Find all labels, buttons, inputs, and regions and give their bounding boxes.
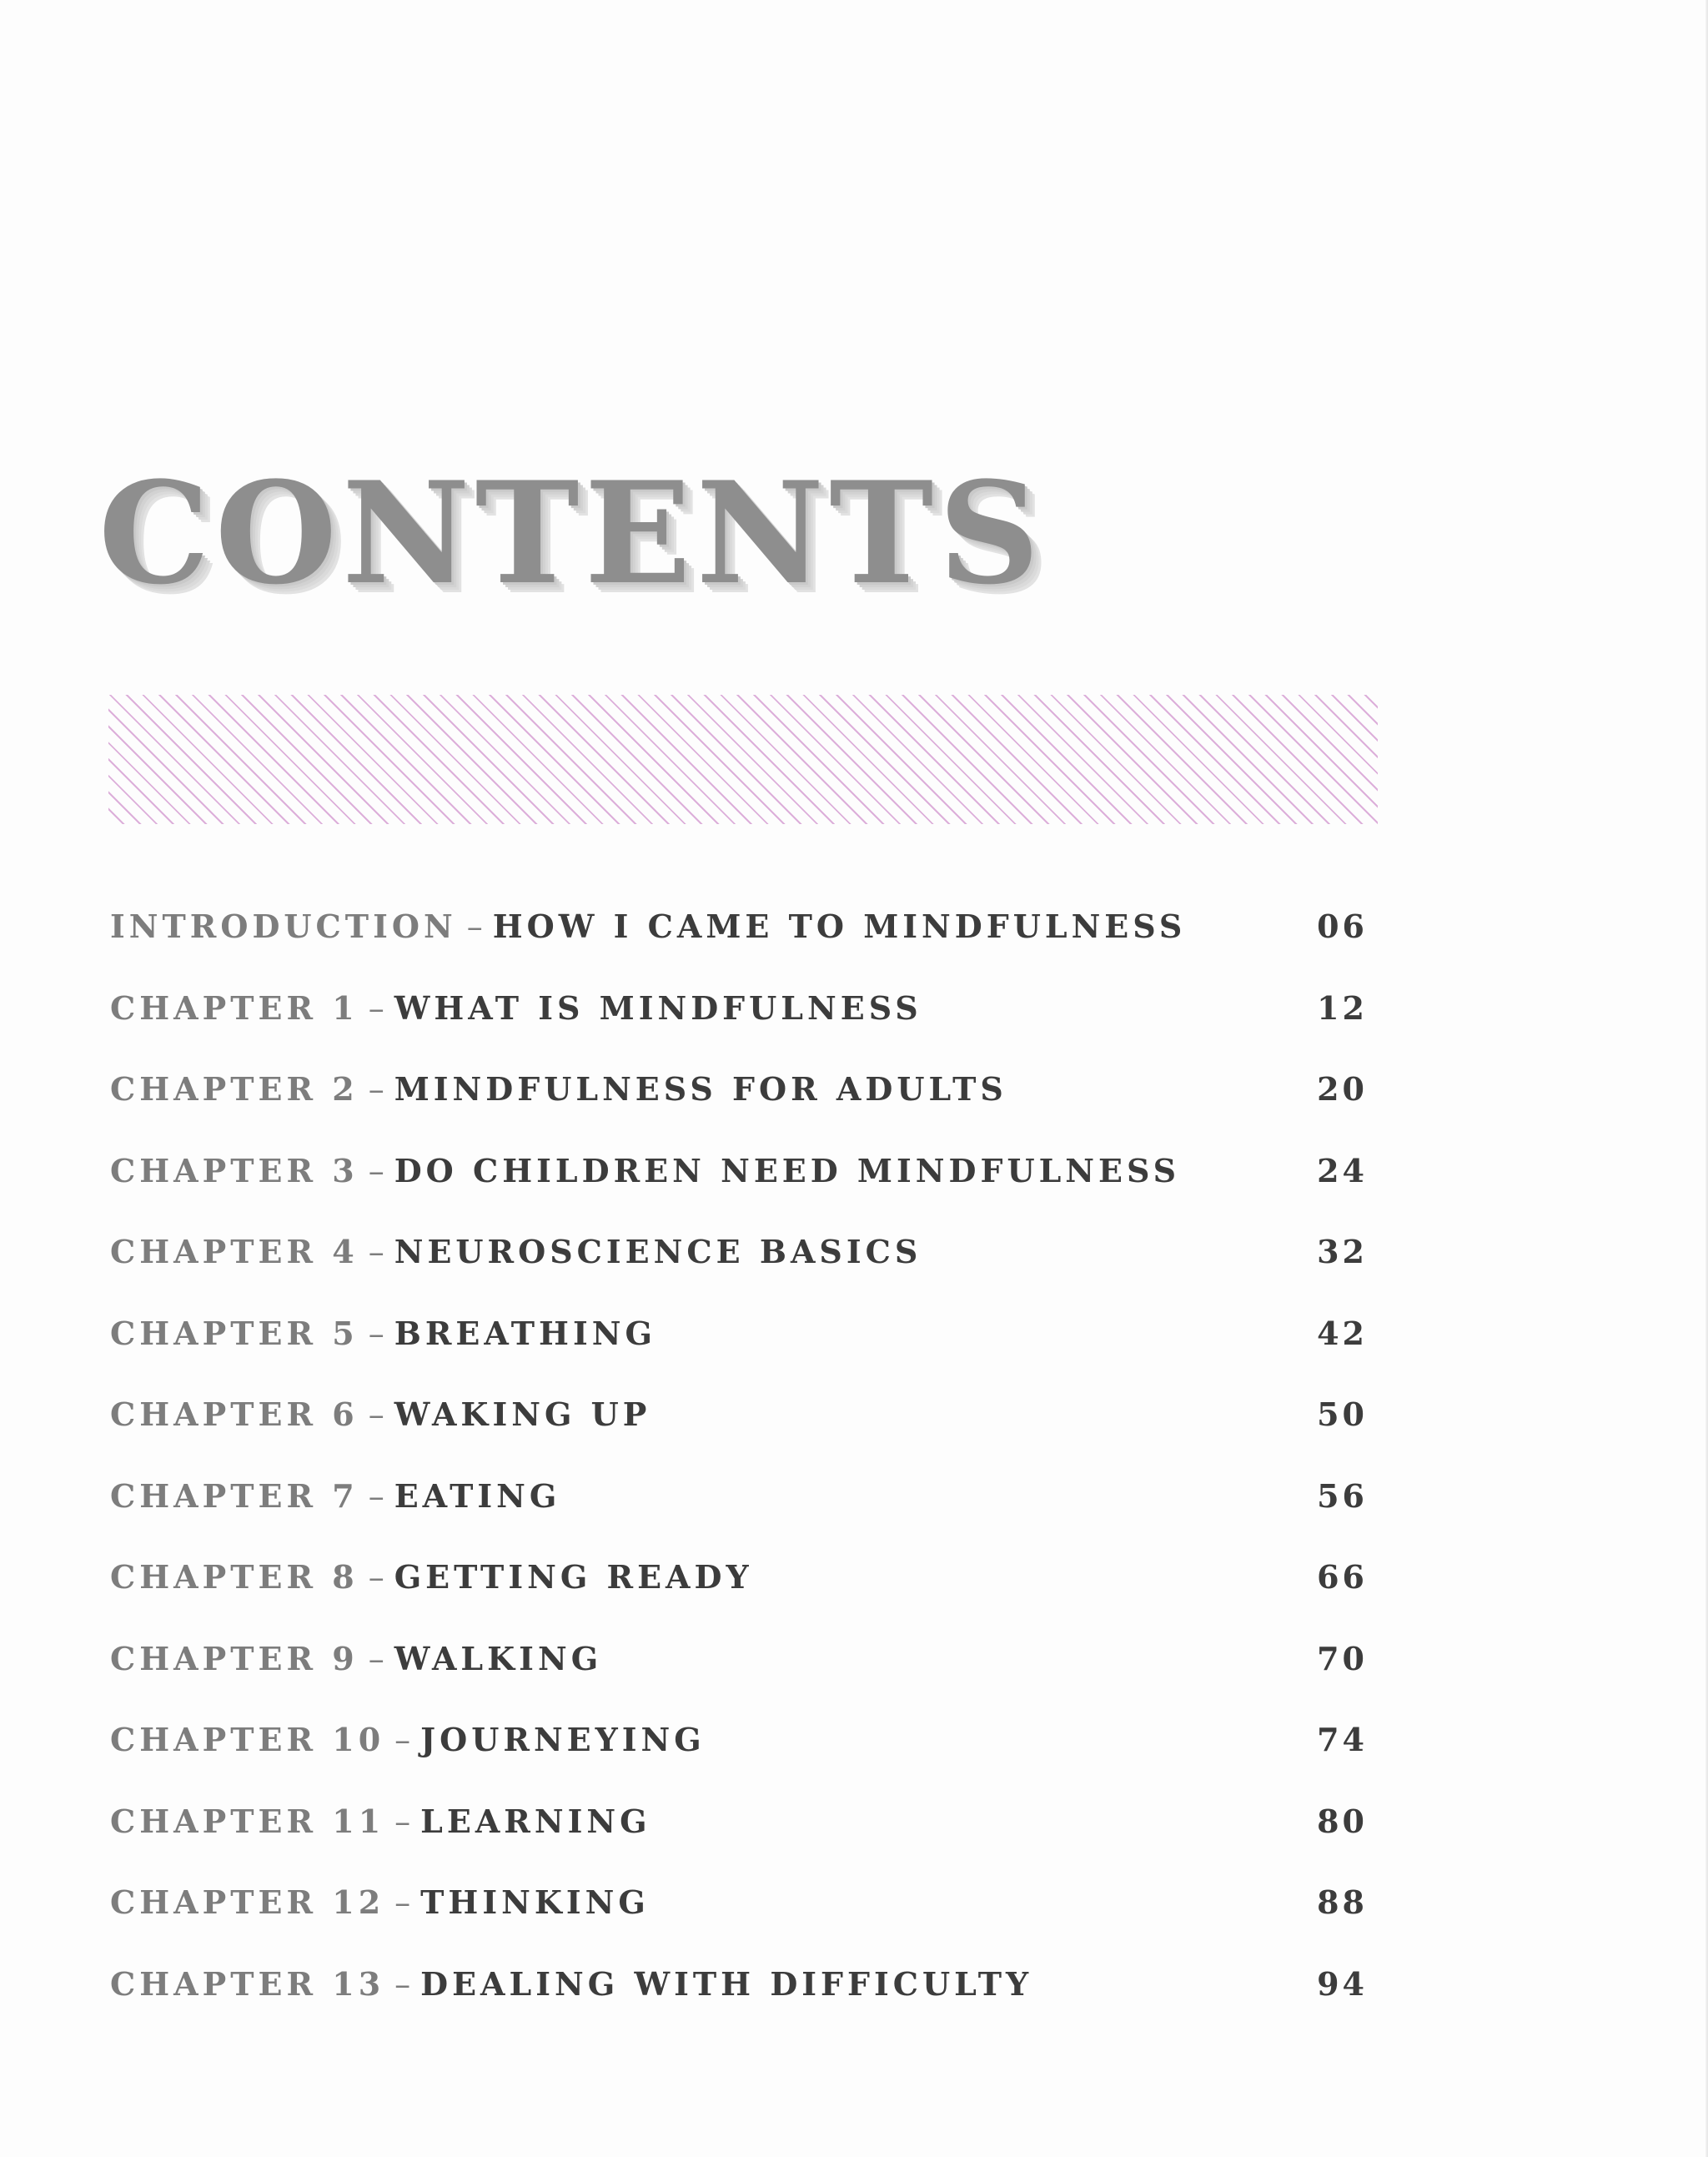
- toc-entry: [110, 1558, 1378, 1640]
- toc-separator: –: [466, 908, 483, 945]
- toc-separator: –: [394, 1803, 411, 1840]
- toc-page-number: 70: [1317, 1639, 1368, 1677]
- toc-chapter-label: CHAPTER 6: [110, 1395, 359, 1433]
- toc-entry: [110, 1152, 1378, 1234]
- toc-chapter-title: WAKING UP: [394, 1395, 651, 1433]
- toc-page-number: 06: [1317, 908, 1368, 945]
- toc-page-number: 94: [1317, 1964, 1368, 2003]
- toc-separator: –: [368, 1559, 384, 1596]
- toc-chapter-label: CHAPTER 12: [110, 1883, 385, 1921]
- toc-chapter-label: CHAPTER 3: [110, 1151, 359, 1189]
- toc-chapter-title: THINKING: [420, 1883, 650, 1921]
- toc-separator: –: [368, 1152, 384, 1189]
- toc-chapter-title: MINDFULNESS FOR ADULTS: [394, 1070, 1007, 1108]
- toc-page-number: 42: [1317, 1314, 1368, 1352]
- toc-separator: –: [394, 1965, 411, 2003]
- toc-chapter-label: CHAPTER 8: [110, 1558, 359, 1596]
- toc-chapter-label: CHAPTER 1: [110, 988, 359, 1027]
- toc-page-number: 24: [1317, 1151, 1368, 1189]
- toc-chapter-label: INTRODUCTION: [110, 908, 457, 945]
- toc-chapter-label: CHAPTER 7: [110, 1476, 359, 1515]
- toc-separator: –: [368, 1071, 384, 1108]
- toc-separator: –: [368, 1396, 384, 1433]
- toc-entry: [110, 1965, 1378, 2047]
- toc-entry: [110, 1233, 1378, 1315]
- toc-entry: [110, 1315, 1378, 1396]
- toc-page-number: 12: [1317, 988, 1368, 1027]
- toc-entry: [110, 908, 1378, 989]
- toc-chapter-title: DEALING WITH DIFFICULTY: [420, 1964, 1033, 2003]
- toc-entry: [110, 1721, 1378, 1803]
- toc-entry: [110, 1883, 1378, 1965]
- toc-page-number: 88: [1317, 1883, 1368, 1921]
- toc-page-number: 74: [1317, 1721, 1368, 1758]
- toc-chapter-label: CHAPTER 11: [110, 1802, 385, 1840]
- toc-chapter-title: WHAT IS MINDFULNESS: [394, 988, 922, 1027]
- toc-separator: –: [368, 1477, 384, 1515]
- toc-chapter-title: HOW I CAME TO MINDFULNESS: [492, 908, 1187, 945]
- toc-separator: –: [368, 1640, 384, 1677]
- toc-page-number: 56: [1317, 1476, 1368, 1515]
- toc-separator: –: [368, 1315, 384, 1352]
- toc-chapter-label: CHAPTER 10: [110, 1721, 385, 1758]
- decorative-hatch-band: [108, 695, 1378, 824]
- toc-chapter-title: NEUROSCIENCE BASICS: [394, 1233, 922, 1270]
- toc-chapter-title: WALKING: [394, 1639, 603, 1677]
- toc-entry: [110, 1395, 1378, 1477]
- toc-chapter-title: GETTING READY: [394, 1558, 753, 1596]
- toc-entry: [110, 1640, 1378, 1722]
- toc-entry: [110, 1477, 1378, 1559]
- toc-page-number: 20: [1317, 1070, 1368, 1108]
- toc-chapter-title: DO CHILDREN NEED MINDFULNESS: [394, 1151, 1181, 1189]
- toc-chapter-label: CHAPTER 5: [110, 1314, 359, 1352]
- toc-chapter-title: LEARNING: [420, 1802, 651, 1840]
- toc-page-number: 66: [1317, 1558, 1368, 1596]
- toc-page-number: 50: [1317, 1395, 1368, 1433]
- toc-separator: –: [394, 1722, 411, 1758]
- toc-chapter-label: CHAPTER 4: [110, 1233, 359, 1270]
- toc-separator: –: [394, 1884, 411, 1921]
- toc-chapter-title: EATING: [394, 1476, 561, 1515]
- toc-chapter-title: JOURNEYING: [420, 1721, 706, 1758]
- toc-entry: [110, 1070, 1378, 1152]
- toc-chapter-label: CHAPTER 13: [110, 1964, 385, 2003]
- toc-page-number: 32: [1317, 1233, 1368, 1270]
- toc-entry: [110, 989, 1378, 1071]
- toc-chapter-label: CHAPTER 2: [110, 1070, 359, 1108]
- toc-chapter-title: BREATHING: [394, 1314, 656, 1352]
- toc-page-number: 80: [1317, 1802, 1368, 1840]
- toc-entry: [110, 1803, 1378, 1884]
- toc-separator: –: [368, 989, 384, 1027]
- toc-chapter-label: CHAPTER 9: [110, 1639, 359, 1677]
- page-title: CONTENTS: [98, 450, 1045, 616]
- table-of-contents: [110, 908, 1378, 2046]
- toc-separator: –: [368, 1234, 384, 1270]
